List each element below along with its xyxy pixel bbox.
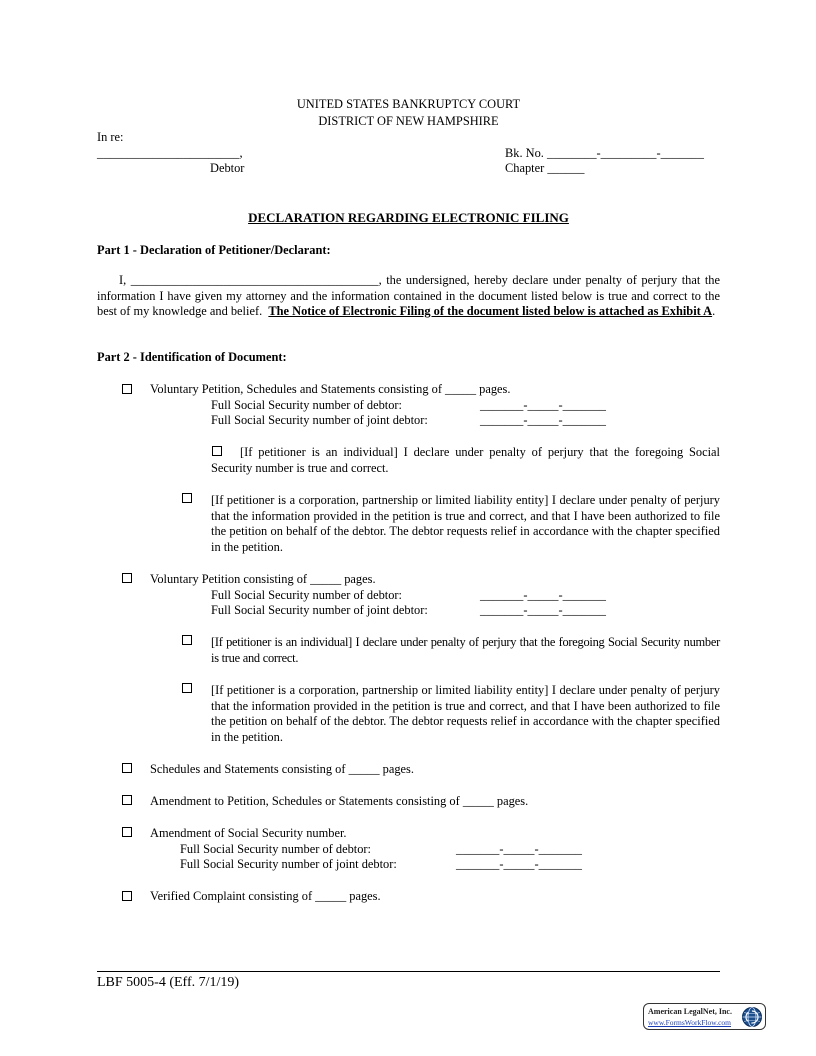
item2-individual-text: [If petitioner is an individual] I declare under penalty of perjury that the foregoing Social Security number is true and correct. — [211, 635, 720, 665]
item2-corporation-text: [If petitioner is a corporation, partnership or limited liability entity] I declare under penalty of perjury that the information provided in the petition is true and correct, and that I have been authorized to file the petition on behalf of the debtor. The debtor requests relief in accordance with the chapter specified in the petition. — [211, 683, 720, 744]
item2-checkbox[interactable] — [122, 573, 132, 583]
part2-heading: Part 2 - Identification of Document: — [97, 350, 287, 364]
item5-ssn-debtor-label: Full Social Security number of debtor: — [180, 842, 371, 856]
item5-checkbox[interactable] — [122, 827, 132, 837]
item1-label: Voluntary Petition, Schedules and Statements consisting of _____ pages. — [150, 382, 511, 396]
logo-company: American LegalNet, Inc. — [648, 1007, 732, 1016]
item2-ssn-debtor-field[interactable]: _______-_____-_______ — [480, 588, 606, 602]
item2-label: Voluntary Petition consisting of _____ pages. — [150, 572, 376, 586]
item1-ssn-debtor-label: Full Social Security number of debtor: — [211, 398, 402, 412]
item6-checkbox[interactable] — [122, 891, 132, 901]
vendor-logo[interactable] — [643, 1003, 766, 1030]
item1-corporation-text: [If petitioner is a corporation, partnership or limited liability entity] I declare under penalty of perjury that the information provided in the petition is true and correct, and that I have been authorized to file the petition on behalf of the debtor. The debtor requests relief in accordance with the chapter specified in the petition. — [211, 493, 720, 554]
item2-ssn-joint-label: Full Social Security number of joint debtor: — [211, 603, 428, 617]
declaration-end: . — [712, 304, 716, 319]
debtor-name-blank[interactable]: _______________________, — [97, 146, 243, 160]
item1-corporation-checkbox[interactable] — [182, 493, 192, 503]
document-title: DECLARATION REGARDING ELECTRONIC FILING — [248, 210, 569, 225]
item2-ssn-joint-field[interactable]: _______-_____-_______ — [480, 603, 606, 617]
chapter-field[interactable]: Chapter ______ — [505, 161, 585, 175]
bk-no-field[interactable]: Bk. No. ________-_________-_______ — [505, 146, 704, 160]
item1-ssn-joint-field[interactable]: _______-_____-_______ — [480, 413, 606, 427]
item3-checkbox[interactable] — [122, 763, 132, 773]
in-re-label: In re: — [97, 130, 124, 144]
exhibit-notice: The Notice of Electronic Filing of the document listed below is attached as Exhibit A — [268, 304, 713, 319]
logo-website-link[interactable]: www.FormsWorkFlow.com — [648, 1018, 732, 1027]
court-district: DISTRICT OF NEW HAMPSHIRE — [318, 114, 499, 128]
part1-declaration-paragraph — [97, 273, 720, 320]
item1-ssn-joint-label: Full Social Security number of joint debtor: — [211, 413, 428, 427]
item4-label: Amendment to Petition, Schedules or Statements consisting of _____ pages. — [150, 794, 529, 808]
footer-divider — [97, 971, 720, 972]
debtor-label: Debtor — [210, 161, 245, 175]
item1-checkbox[interactable] — [122, 384, 132, 394]
item1-individual-text: [If petitioner is an individual] I declare under penalty of perjury that the foregoing Social Security number is true and correct. — [211, 445, 720, 475]
declaration-text: I, ________________________________________, the undersigned, hereby declare under penalty of perjury that the information I have given my attorney and the information contained in the document listed below is true and correct to the best of my knowledge and belief. — [97, 273, 720, 319]
item5-ssn-joint-field[interactable]: _______-_____-_______ — [456, 857, 582, 871]
item3-label: Schedules and Statements consisting of _____ pages. — [150, 762, 414, 776]
item1-ssn-debtor-field[interactable]: _______-_____-_______ — [480, 398, 606, 412]
item4-checkbox[interactable] — [122, 795, 132, 805]
item2-corporation-checkbox[interactable] — [182, 683, 192, 693]
item5-ssn-joint-label: Full Social Security number of joint debtor: — [180, 857, 397, 871]
item6-label: Verified Complaint consisting of _____ pages. — [150, 889, 381, 903]
globe-icon — [741, 1006, 763, 1028]
item5-label: Amendment of Social Security number. — [150, 826, 347, 840]
form-id: LBF 5005-4 (Eff. 7/1/19) — [97, 975, 240, 990]
item2-individual-checkbox[interactable] — [182, 635, 192, 645]
item5-ssn-debtor-field[interactable]: _______-_____-_______ — [456, 842, 582, 856]
court-name: UNITED STATES BANKRUPTCY COURT — [296, 97, 521, 111]
item2-ssn-debtor-label: Full Social Security number of debtor: — [211, 588, 402, 602]
part1-heading: Part 1 - Declaration of Petitioner/Declarant: — [97, 243, 331, 257]
